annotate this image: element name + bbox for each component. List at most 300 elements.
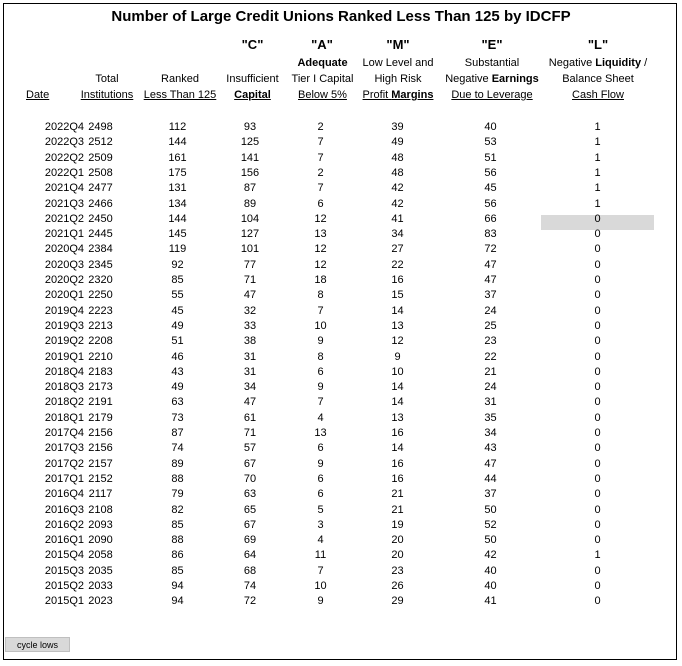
c-cell: 141 — [240, 151, 260, 164]
e-cell: 53 — [484, 136, 497, 149]
a-cell: 7 — [317, 151, 324, 164]
header-l-line2: Balance Sheet — [562, 73, 634, 85]
table-row — [0, 380, 682, 395]
table-row — [0, 242, 682, 257]
total-cell: 2058 — [88, 549, 113, 562]
ranked-cell: 144 — [168, 136, 187, 149]
table-row — [0, 564, 682, 579]
e-cell: 44 — [484, 472, 497, 485]
l-cell: 0 — [594, 212, 601, 225]
date-cell: 2021Q4 — [44, 182, 84, 195]
c-cell: 68 — [243, 564, 257, 577]
l-cell: 0 — [594, 518, 601, 531]
date-cell: 2019Q2 — [44, 335, 84, 348]
c-cell: 104 — [240, 212, 260, 225]
date-cell: 2018Q2 — [44, 396, 84, 409]
total-cell: 2156 — [88, 442, 113, 455]
header-c — [215, 71, 290, 103]
date-cell: 2019Q1 — [44, 350, 84, 363]
table-row — [0, 319, 682, 334]
e-cell: 47 — [484, 258, 497, 271]
c-cell: 63 — [243, 488, 257, 501]
header-m-line3a: Profit — [362, 89, 392, 101]
c-cell: 101 — [240, 243, 260, 256]
header-ranked-line1: Ranked — [161, 73, 199, 85]
total-cell: 2191 — [88, 396, 113, 409]
header-total — [72, 71, 142, 103]
ranked-cell: 82 — [171, 503, 184, 516]
a-cell: 7 — [317, 564, 324, 577]
header-l-line3: Cash Flow — [572, 89, 624, 101]
e-cell: 35 — [484, 411, 497, 424]
table-row — [0, 166, 682, 181]
date-cell: 2017Q4 — [44, 427, 84, 439]
header-m-line1: Low Level and — [362, 57, 434, 69]
c-cell: 71 — [243, 274, 257, 286]
header-l-line1a: Negative — [548, 57, 596, 69]
header-m-line3b: Margins — [391, 89, 434, 101]
a-cell: 5 — [317, 503, 324, 516]
a-cell: 7 — [317, 136, 324, 149]
a-cell: 6 — [317, 488, 324, 501]
e-cell: 50 — [484, 503, 497, 516]
e-cell: 37 — [484, 289, 497, 302]
header-l-line1b: Liquidity — [595, 57, 642, 69]
c-cell: 69 — [243, 534, 257, 547]
header-a-line1: Adequate — [297, 57, 348, 69]
m-cell: 16 — [391, 427, 404, 439]
ranked-cell: 161 — [168, 151, 187, 164]
ranked-cell: 94 — [171, 595, 184, 608]
m-cell: 14 — [391, 396, 404, 409]
l-cell: 0 — [594, 319, 601, 332]
a-cell: 9 — [317, 457, 324, 470]
m-cell: 39 — [391, 121, 404, 133]
table-row — [0, 135, 682, 150]
ranked-cell: 85 — [171, 518, 184, 531]
total-cell: 2173 — [88, 381, 113, 394]
c-cell: 127 — [240, 228, 260, 241]
m-cell: 21 — [391, 503, 404, 516]
date-cell: 2018Q1 — [44, 411, 84, 424]
c-cell: 74 — [243, 580, 257, 592]
header-e-line2a: Negative — [445, 73, 492, 85]
table-row — [0, 227, 682, 242]
e-cell: 50 — [484, 534, 497, 547]
a-cell: 7 — [317, 304, 324, 317]
ranked-cell: 49 — [171, 381, 184, 394]
a-cell: 18 — [314, 274, 327, 286]
ranked-cell: 74 — [171, 442, 184, 455]
a-cell: 7 — [317, 396, 324, 409]
m-cell: 15 — [391, 289, 404, 302]
l-cell: 1 — [594, 197, 601, 210]
ranked-cell: 51 — [171, 335, 184, 348]
l-cell: 0 — [594, 472, 601, 485]
m-cell: 10 — [391, 365, 404, 378]
total-cell: 2108 — [88, 503, 113, 516]
table-row — [0, 487, 682, 502]
e-cell: 47 — [484, 274, 497, 286]
table-row — [0, 472, 682, 487]
ranked-cell: 55 — [171, 289, 184, 302]
l-cell: 0 — [594, 564, 601, 577]
date-cell: 2016Q2 — [44, 518, 84, 531]
header-l-line1c: / — [641, 57, 648, 69]
total-cell: 2210 — [88, 350, 113, 363]
header-e-line3: Due to Leverage — [451, 89, 533, 101]
m-cell: 29 — [391, 595, 404, 608]
e-cell: 56 — [484, 197, 497, 210]
m-cell: 20 — [391, 534, 404, 547]
l-cell: 0 — [594, 427, 601, 439]
c-cell: 32 — [243, 304, 257, 317]
c-cell: 31 — [243, 350, 257, 363]
e-cell: 40 — [484, 121, 497, 133]
table-row — [0, 503, 682, 518]
table-title: Number of Large Credit Unions Ranked Less Than 125 by IDCFP — [111, 8, 571, 25]
e-cell: 45 — [484, 182, 497, 195]
l-cell: 0 — [594, 243, 601, 256]
e-cell: 51 — [484, 151, 497, 164]
date-cell: 2020Q2 — [44, 274, 84, 286]
date-cell: 2015Q1 — [44, 595, 84, 608]
date-cell: 2015Q3 — [44, 564, 84, 577]
table-row — [0, 120, 682, 135]
date-cell: 2017Q1 — [44, 472, 84, 485]
total-cell: 2035 — [88, 564, 113, 577]
ranked-cell: 94 — [171, 580, 184, 592]
l-cell: 0 — [594, 350, 601, 363]
date-cell: 2020Q4 — [44, 243, 84, 256]
e-cell: 40 — [484, 580, 497, 592]
m-cell: 42 — [391, 182, 404, 195]
ranked-cell: 131 — [168, 182, 187, 195]
l-cell: 0 — [594, 289, 601, 302]
header-e — [440, 55, 544, 103]
l-cell: 0 — [594, 381, 601, 394]
m-cell: 9 — [394, 350, 401, 363]
table-row — [0, 365, 682, 380]
c-cell: 67 — [243, 518, 257, 531]
e-cell: 22 — [484, 350, 497, 363]
c-cell: 71 — [243, 427, 257, 439]
header-total-line1: Total — [95, 73, 119, 85]
m-cell: 21 — [391, 488, 404, 501]
c-cell: 70 — [243, 472, 257, 485]
a-cell: 12 — [314, 258, 327, 271]
table-row — [0, 579, 682, 594]
m-cell: 12 — [391, 335, 404, 348]
e-cell: 83 — [484, 228, 497, 241]
ranked-cell: 45 — [171, 304, 184, 317]
header-e-line2b: Earnings — [491, 73, 539, 85]
e-cell: 24 — [484, 381, 497, 394]
l-cell: 1 — [594, 151, 601, 164]
date-cell: 2021Q3 — [44, 197, 84, 210]
header-a-line2: Tier I Capital — [291, 73, 354, 85]
c-cell: 67 — [243, 457, 257, 470]
date-cell: 2015Q4 — [44, 549, 84, 562]
header-c-line1: Insufficient — [226, 73, 279, 85]
date-cell: 2022Q3 — [44, 136, 84, 149]
header-e-line1: Substantial — [464, 57, 520, 69]
a-cell: 6 — [317, 365, 324, 378]
ranked-cell: 88 — [171, 472, 184, 485]
total-cell: 2213 — [88, 319, 113, 332]
m-cell: 34 — [391, 228, 404, 241]
table-row — [0, 518, 682, 533]
c-cell: 57 — [243, 442, 257, 455]
a-cell: 6 — [317, 442, 324, 455]
e-cell: 23 — [484, 335, 497, 348]
total-cell: 2384 — [88, 243, 113, 256]
a-cell: 6 — [317, 197, 324, 210]
e-cell: 52 — [484, 518, 497, 531]
a-cell: 2 — [317, 166, 324, 179]
ranked-cell: 175 — [168, 166, 187, 179]
m-cell: 16 — [391, 472, 404, 485]
total-cell: 2208 — [88, 335, 113, 348]
ranked-cell: 134 — [168, 197, 187, 210]
e-cell: 41 — [484, 595, 497, 608]
a-cell: 6 — [317, 472, 324, 485]
a-cell: 4 — [317, 534, 324, 547]
table-row — [0, 426, 682, 441]
m-cell: 13 — [391, 319, 404, 332]
ranked-cell: 145 — [168, 228, 187, 241]
a-cell: 2 — [317, 121, 324, 133]
l-cell: 0 — [594, 396, 601, 409]
table-row — [0, 304, 682, 319]
l-cell: 1 — [594, 121, 601, 133]
total-cell: 2152 — [88, 472, 113, 485]
e-cell: 21 — [484, 365, 497, 378]
l-cell: 0 — [594, 365, 601, 378]
table-row — [0, 181, 682, 196]
a-cell: 9 — [317, 595, 324, 608]
a-cell: 9 — [317, 335, 324, 348]
ranked-cell: 43 — [171, 365, 184, 378]
table-row — [0, 273, 682, 288]
total-cell: 2033 — [88, 580, 113, 592]
header-total-line2: Institutions — [80, 89, 134, 101]
table-row — [0, 151, 682, 166]
c-cell: 77 — [243, 258, 257, 271]
header-ranked-line2: Less Than 125 — [143, 89, 217, 101]
e-cell: 25 — [484, 319, 497, 332]
l-cell: 0 — [594, 335, 601, 348]
a-cell: 3 — [317, 518, 324, 531]
l-cell: 0 — [594, 442, 601, 455]
date-cell: 2017Q2 — [44, 457, 84, 470]
total-cell: 2117 — [88, 488, 113, 501]
c-cell: 47 — [243, 289, 257, 302]
header-m-line2: High Risk — [374, 73, 422, 85]
header-m — [358, 55, 438, 103]
table-row — [0, 212, 682, 227]
l-cell: 1 — [594, 166, 601, 179]
m-cell: 16 — [391, 457, 404, 470]
e-cell: 66 — [484, 212, 497, 225]
c-cell: 47 — [243, 396, 257, 409]
header-l — [540, 55, 656, 103]
ranked-cell: 49 — [171, 319, 184, 332]
total-cell: 2093 — [88, 518, 113, 531]
m-cell: 48 — [391, 151, 404, 164]
m-cell: 14 — [391, 381, 404, 394]
total-cell: 2157 — [88, 457, 113, 470]
c-cell: 38 — [243, 335, 257, 348]
l-cell: 0 — [594, 228, 601, 241]
ranked-cell: 88 — [171, 534, 184, 547]
total-cell: 2320 — [88, 274, 113, 286]
date-cell: 2020Q1 — [44, 289, 84, 302]
date-cell: 2016Q1 — [44, 534, 84, 547]
l-cell: 1 — [594, 136, 601, 149]
date-cell: 2022Q1 — [44, 166, 84, 179]
table-row — [0, 288, 682, 303]
table-row — [0, 197, 682, 212]
date-cell: 2021Q1 — [44, 228, 84, 241]
table-row — [0, 457, 682, 472]
m-cell: 49 — [391, 136, 404, 149]
total-cell: 2023 — [88, 595, 113, 608]
table-row — [0, 441, 682, 456]
m-cell: 27 — [391, 243, 404, 256]
total-cell: 2512 — [88, 136, 113, 149]
e-cell: 47 — [484, 457, 497, 470]
l-cell: 0 — [594, 411, 601, 424]
l-cell: 0 — [594, 304, 601, 317]
header-m-line3 — [358, 87, 438, 103]
c-cell: 156 — [240, 166, 260, 179]
e-cell: 56 — [484, 166, 497, 179]
c-cell: 93 — [243, 121, 257, 133]
date-cell: 2021Q2 — [44, 212, 84, 225]
total-cell: 2477 — [88, 182, 113, 195]
c-cell: 64 — [243, 549, 257, 562]
total-cell: 2498 — [88, 121, 113, 133]
date-cell: 2016Q4 — [44, 488, 84, 501]
m-cell: 42 — [391, 197, 404, 210]
total-cell: 2156 — [88, 427, 113, 439]
ranked-cell: 79 — [171, 488, 184, 501]
c-cell: 33 — [243, 319, 257, 332]
cycle-lows-button[interactable]: cycle lows — [5, 637, 70, 652]
m-cell: 14 — [391, 442, 404, 455]
header-a — [285, 55, 360, 103]
l-cell: 0 — [594, 580, 601, 592]
header-ranked — [135, 71, 225, 103]
letter-m: "M" — [386, 37, 410, 52]
c-cell: 61 — [243, 411, 257, 424]
l-cell: 0 — [594, 457, 601, 470]
ranked-cell: 87 — [171, 427, 184, 439]
c-cell: 72 — [243, 595, 257, 608]
l-cell: 0 — [594, 503, 601, 516]
header-a-line3: Below 5% — [298, 89, 347, 101]
date-cell: 2015Q2 — [44, 580, 84, 592]
table-row — [0, 533, 682, 548]
ranked-cell: 85 — [171, 274, 184, 286]
a-cell: 12 — [314, 212, 327, 225]
letter-l: "L" — [587, 37, 609, 52]
a-cell: 11 — [314, 549, 327, 562]
a-cell: 8 — [317, 350, 324, 363]
header-c-line2: Capital — [234, 89, 271, 101]
total-cell: 2445 — [88, 228, 113, 241]
m-cell: 16 — [391, 274, 404, 286]
a-cell: 13 — [314, 228, 327, 241]
l-cell: 0 — [594, 595, 601, 608]
a-cell: 9 — [317, 381, 324, 394]
ranked-cell: 73 — [171, 411, 184, 424]
a-cell: 10 — [314, 580, 327, 592]
m-cell: 41 — [391, 212, 404, 225]
a-cell: 13 — [314, 427, 327, 439]
e-cell: 37 — [484, 488, 497, 501]
m-cell: 23 — [391, 564, 404, 577]
total-cell: 2250 — [88, 289, 113, 302]
table-row — [0, 395, 682, 410]
a-cell: 12 — [314, 243, 327, 256]
m-cell: 13 — [391, 411, 404, 424]
date-cell: 2020Q3 — [44, 258, 84, 271]
a-cell: 8 — [317, 289, 324, 302]
date-cell: 2022Q2 — [44, 151, 84, 164]
total-cell: 2090 — [88, 534, 113, 547]
date-cell: 2018Q4 — [44, 365, 84, 378]
a-cell: 4 — [317, 411, 324, 424]
e-cell: 24 — [484, 304, 497, 317]
total-cell: 2183 — [88, 365, 113, 378]
m-cell: 22 — [391, 258, 404, 271]
table-row — [0, 594, 682, 609]
c-cell: 125 — [240, 136, 260, 149]
header-date: Date — [26, 89, 50, 101]
table-row — [0, 350, 682, 365]
ranked-cell: 63 — [171, 396, 184, 409]
l-cell: 0 — [594, 258, 601, 271]
total-cell: 2509 — [88, 151, 113, 164]
m-cell: 19 — [391, 518, 404, 531]
a-cell: 10 — [314, 319, 327, 332]
e-cell: 42 — [484, 549, 497, 562]
l-cell: 0 — [594, 274, 601, 286]
total-cell: 2450 — [88, 212, 113, 225]
header-e-line2 — [440, 71, 544, 87]
total-cell: 2345 — [88, 258, 113, 271]
l-cell: 0 — [594, 488, 601, 501]
e-cell: 31 — [484, 396, 497, 409]
total-cell: 2466 — [88, 197, 113, 210]
header-l-line1 — [540, 55, 656, 71]
a-cell: 7 — [317, 182, 324, 195]
date-cell: 2022Q4 — [44, 121, 84, 133]
letter-c: "C" — [241, 37, 264, 52]
c-cell: 34 — [243, 381, 257, 394]
table-row — [0, 334, 682, 349]
m-cell: 20 — [391, 549, 404, 562]
ranked-cell: 144 — [168, 212, 187, 225]
date-cell: 2016Q3 — [44, 503, 84, 516]
total-cell: 2179 — [88, 411, 113, 424]
c-cell: 31 — [243, 365, 257, 378]
m-cell: 14 — [391, 304, 404, 317]
m-cell: 26 — [391, 580, 404, 592]
e-cell: 34 — [484, 427, 497, 439]
